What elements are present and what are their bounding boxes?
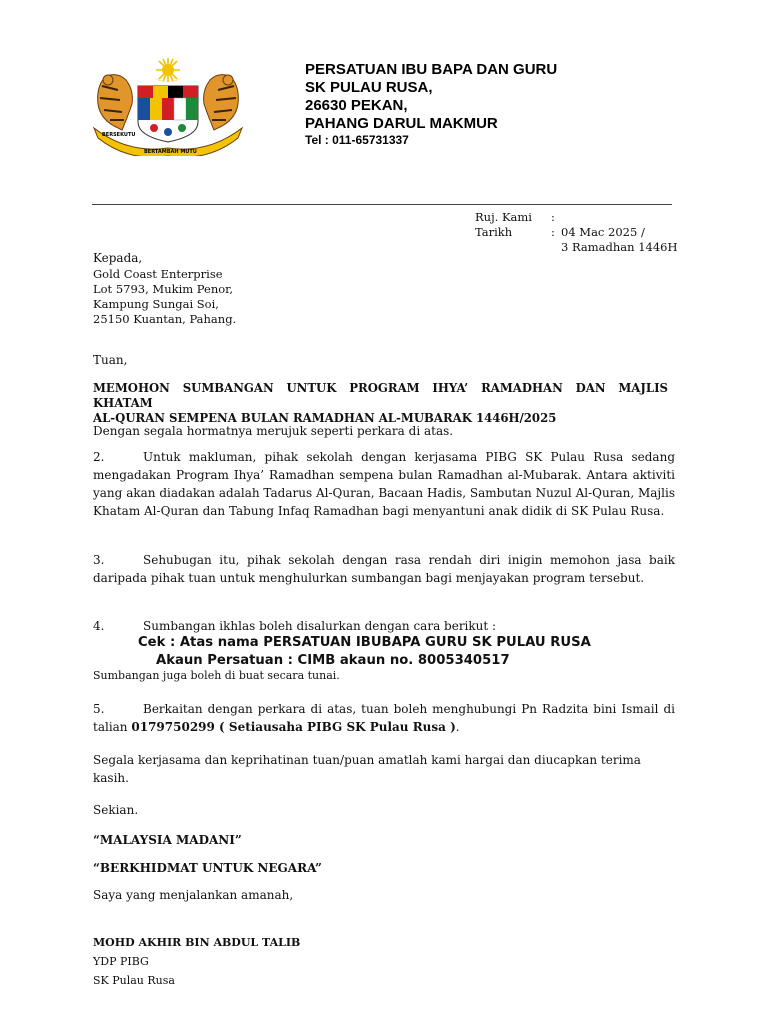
signatory-name: MOHD AKHIR BIN ABDUL TALIB	[93, 936, 301, 949]
para-3-text: Sehubugan itu, pihak sekolah dengan rasa rendah diri inigin memohon jasa baik daripada pihak tuan untuk menghulurkan sumbangan bagi menjayakan program tersebut.	[93, 553, 675, 585]
tiger-left-icon	[98, 75, 133, 130]
closing: Sekian.	[93, 803, 139, 817]
signatory-school: SK Pulau Rusa	[93, 974, 175, 987]
tiger-right-icon	[204, 75, 239, 130]
kepada-label: Kepada,	[93, 251, 143, 265]
cash-note: Sumbangan juga boleh di buat secara tunai.	[93, 669, 340, 682]
subject-line2: AL-QURAN SEMPENA BULAN RAMADHAN AL-MUBARAK 1446H/2025	[93, 411, 557, 425]
para-4-num: 4.	[93, 619, 105, 633]
org-school: SK PULAU RUSA,	[305, 79, 433, 96]
letterhead	[305, 61, 557, 147]
ruj-label: Ruj. Kami	[475, 210, 532, 224]
para-5-text: Berkaitan dengan perkara di atas, tuan boleh menghubungi Pn Radzita bini Ismail di talian	[93, 702, 675, 734]
sign-off: Saya yang menjalankan amanah,	[93, 888, 294, 902]
recipient-address	[93, 267, 236, 327]
para-5-end: .	[455, 720, 460, 734]
motto-left-text: BERSEKUTU	[102, 132, 136, 138]
para-3-num: 3.	[93, 553, 105, 567]
org-postcode-city: 26630 PEKAN,	[305, 97, 408, 114]
contact-phone: 0179750299 ( Setiausaha PIBG SK Pulau Rusa )	[131, 720, 456, 734]
star-icon	[154, 58, 182, 82]
salutation: Tuan,	[93, 353, 128, 367]
para-2-text: Untuk makluman, pihak sekolah dengan kerjasama PIBG SK Pulau Rusa sedang mengadakan Program Ihya’ Ramadhan sempena bulan Ramadhan al-Mubarak. Antara aktiviti yang akan diadakan adalah Tadarus Al-Quran, Bacaan Hadis, Sambutan Nuzul Al-Quran, Majlis Khatam Al-Quran dan Tabung Infaq Ramadhan bagi menyantuni anak didik di SK Pulau Rusa.	[93, 450, 675, 518]
ruj-value	[561, 210, 678, 225]
para-2-num: 2.	[93, 450, 105, 464]
org-name: PERSATUAN IBU BAPA DAN GURU	[305, 61, 558, 78]
tarikh-label: Tarikh	[475, 225, 513, 239]
para-4-text: Sumbangan ikhlas boleh disalurkan dengan cara berikut :	[143, 619, 497, 633]
header-divider	[92, 204, 672, 205]
para-5-num: 5.	[93, 702, 105, 716]
para-2	[93, 448, 675, 520]
slogan-berkhidmat: “BERKHIDMAT UNTUK NEGARA”	[93, 861, 322, 875]
shield-icon	[138, 86, 198, 142]
recipient-addr2: Kampung Sungai Soi,	[93, 297, 219, 311]
recipient-name: Gold Coast Enterprise	[93, 267, 223, 281]
recipient-addr3: 25150 Kuantan, Pahang.	[93, 312, 237, 326]
subject-line1: MEMOHON SUMBANGAN UNTUK PROGRAM IHYA’ RAMADHAN DAN MAJLIS KHATAM	[93, 381, 668, 410]
slogan-malaysia-madani: “MALAYSIA MADANI”	[93, 833, 242, 847]
cheque-payee: Cek : Atas nama PERSATUAN IBUBAPA GURU SK PULAU RUSA	[138, 635, 591, 650]
bank-account: Akaun Persatuan : CIMB akaun no. 8005340517	[156, 653, 510, 668]
ruj-sep: :	[551, 210, 555, 224]
org-tel: Tel : 011-65731337	[305, 133, 409, 147]
recipient-addr1: Lot 5793, Mukim Penor,	[93, 282, 234, 296]
coat-of-arms-logo	[88, 56, 248, 156]
para-1: Dengan segala hormatnya merujuk seperti perkara di atas.	[93, 424, 454, 438]
tarikh-value: 04 Mac 2025 /	[561, 225, 645, 239]
motto-right-text: BERTAMBAH MUTU	[144, 149, 197, 155]
tarikh-hijri: 3 Ramadhan 1446H	[561, 240, 678, 254]
subject	[93, 381, 668, 426]
para-5	[93, 700, 675, 736]
tarikh-sep: :	[551, 225, 555, 239]
para-3	[93, 551, 675, 587]
para-4	[93, 617, 675, 635]
reference-block	[475, 210, 678, 255]
para-6: Segala kerjasama dan keprihatinan tuan/puan amatlah kami hargai dan diucapkan terima kasih.	[93, 753, 641, 785]
org-state: PAHANG DARUL MAKMUR	[305, 115, 498, 132]
signatory-title: YDP PIBG	[93, 955, 149, 968]
